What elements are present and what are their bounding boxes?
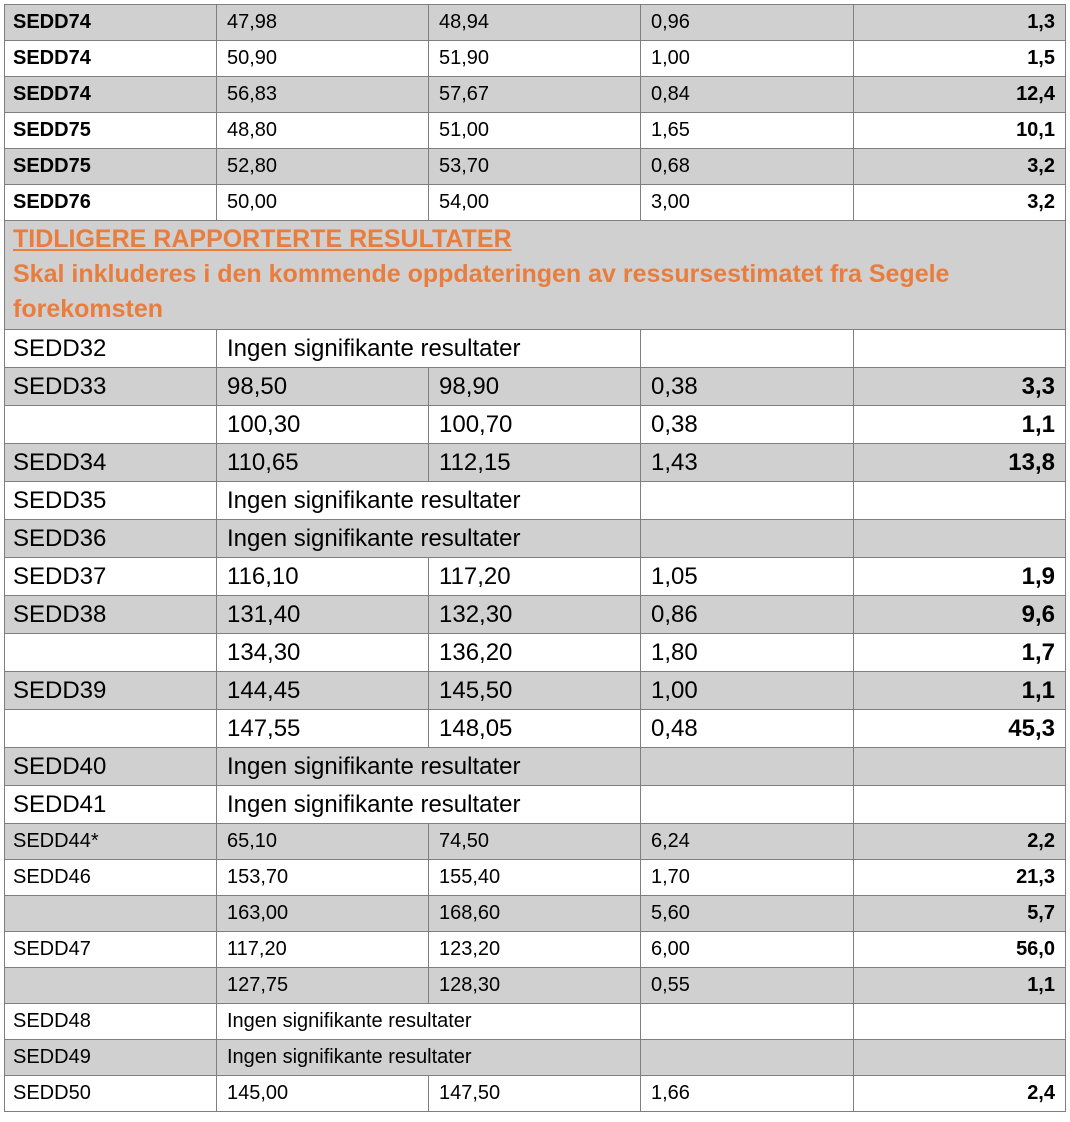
to-cell: 57,67	[429, 77, 641, 113]
hole-id-cell: SEDD50	[5, 1076, 217, 1112]
grade-cell	[854, 520, 1066, 558]
grade-cell: 1,9	[854, 558, 1066, 596]
to-cell: 54,00	[429, 185, 641, 221]
length-cell	[641, 748, 854, 786]
grade-cell: 1,7	[854, 634, 1066, 672]
grade-cell: 56,0	[854, 932, 1066, 968]
to-cell: 98,90	[429, 368, 641, 406]
length-cell: 5,60	[641, 896, 854, 932]
table-row	[5, 896, 1066, 932]
hole-id-cell: SEDD38	[5, 596, 217, 634]
grade-cell: 2,2	[854, 824, 1066, 860]
from-cell: 147,55	[217, 710, 429, 748]
from-cell: 98,50	[217, 368, 429, 406]
to-cell: 117,20	[429, 558, 641, 596]
table-row	[5, 406, 1066, 444]
table-row	[5, 77, 1066, 113]
note-cell: Ingen signifikante resultater	[217, 1040, 641, 1076]
from-cell: 117,20	[217, 932, 429, 968]
table-row	[5, 330, 1066, 368]
from-cell: 47,98	[217, 5, 429, 41]
from-cell: 65,10	[217, 824, 429, 860]
table-row	[5, 1076, 1066, 1112]
grade-cell	[854, 1040, 1066, 1076]
grade-cell: 1,1	[854, 968, 1066, 1004]
grade-cell: 45,3	[854, 710, 1066, 748]
hole-id-cell: SEDD75	[5, 113, 217, 149]
length-cell: 1,80	[641, 634, 854, 672]
note-cell: Ingen signifikante resultater	[217, 520, 641, 558]
hole-id-cell: SEDD48	[5, 1004, 217, 1040]
table-row	[5, 368, 1066, 406]
grade-cell: 12,4	[854, 77, 1066, 113]
length-cell: 1,00	[641, 672, 854, 710]
hole-id-cell	[5, 896, 217, 932]
length-cell: 0,38	[641, 406, 854, 444]
length-cell: 0,48	[641, 710, 854, 748]
from-cell: 131,40	[217, 596, 429, 634]
length-cell: 0,84	[641, 77, 854, 113]
length-cell: 0,38	[641, 368, 854, 406]
to-cell: 148,05	[429, 710, 641, 748]
grade-cell: 5,7	[854, 896, 1066, 932]
from-cell: 144,45	[217, 672, 429, 710]
to-cell: 132,30	[429, 596, 641, 634]
grade-cell: 2,4	[854, 1076, 1066, 1112]
table-row	[5, 596, 1066, 634]
length-cell	[641, 786, 854, 824]
table-row	[5, 824, 1066, 860]
hole-id-cell: SEDD32	[5, 330, 217, 368]
hole-id-cell: SEDD49	[5, 1040, 217, 1076]
from-cell: 163,00	[217, 896, 429, 932]
to-cell: 145,50	[429, 672, 641, 710]
length-cell: 0,96	[641, 5, 854, 41]
section-header-row	[5, 221, 1066, 330]
length-cell	[641, 330, 854, 368]
grade-cell: 1,5	[854, 41, 1066, 77]
to-cell: 53,70	[429, 149, 641, 185]
note-cell: Ingen signifikante resultater	[217, 482, 641, 520]
table-row	[5, 444, 1066, 482]
table-row	[5, 710, 1066, 748]
grade-cell	[854, 1004, 1066, 1040]
hole-id-cell: SEDD46	[5, 860, 217, 896]
table-row	[5, 558, 1066, 596]
hole-id-cell: SEDD33	[5, 368, 217, 406]
table-row	[5, 185, 1066, 221]
hole-id-cell: SEDD39	[5, 672, 217, 710]
grade-cell: 21,3	[854, 860, 1066, 896]
to-cell: 168,60	[429, 896, 641, 932]
to-cell: 112,15	[429, 444, 641, 482]
to-cell: 147,50	[429, 1076, 641, 1112]
section-header	[5, 221, 1066, 330]
to-cell: 51,90	[429, 41, 641, 77]
hole-id-cell: SEDD40	[5, 748, 217, 786]
length-cell	[641, 1040, 854, 1076]
length-cell: 1,66	[641, 1076, 854, 1112]
length-cell: 1,70	[641, 860, 854, 896]
length-cell: 3,00	[641, 185, 854, 221]
grade-cell: 3,2	[854, 185, 1066, 221]
table-row	[5, 634, 1066, 672]
grade-cell: 3,3	[854, 368, 1066, 406]
hole-id-cell: SEDD76	[5, 185, 217, 221]
from-cell: 153,70	[217, 860, 429, 896]
to-cell: 128,30	[429, 968, 641, 1004]
length-cell	[641, 520, 854, 558]
to-cell: 136,20	[429, 634, 641, 672]
from-cell: 50,00	[217, 185, 429, 221]
from-cell: 100,30	[217, 406, 429, 444]
length-cell: 1,65	[641, 113, 854, 149]
table-row	[5, 5, 1066, 41]
hole-id-cell	[5, 710, 217, 748]
table-row	[5, 482, 1066, 520]
grade-cell	[854, 748, 1066, 786]
length-cell	[641, 1004, 854, 1040]
hole-id-cell: SEDD75	[5, 149, 217, 185]
from-cell: 127,75	[217, 968, 429, 1004]
to-cell: 51,00	[429, 113, 641, 149]
grade-cell: 1,1	[854, 406, 1066, 444]
from-cell: 52,80	[217, 149, 429, 185]
table-row	[5, 1004, 1066, 1040]
length-cell: 6,24	[641, 824, 854, 860]
note-cell: Ingen signifikante resultater	[217, 748, 641, 786]
hole-id-cell	[5, 406, 217, 444]
section-title: TIDLIGERE RAPPORTERTE RESULTATER	[13, 225, 512, 253]
hole-id-cell	[5, 634, 217, 672]
to-cell: 48,94	[429, 5, 641, 41]
length-cell: 0,68	[641, 149, 854, 185]
note-cell: Ingen signifikante resultater	[217, 1004, 641, 1040]
grade-cell	[854, 482, 1066, 520]
grade-cell: 9,6	[854, 596, 1066, 634]
table-row	[5, 41, 1066, 77]
table-row	[5, 149, 1066, 185]
length-cell: 0,55	[641, 968, 854, 1004]
length-cell	[641, 482, 854, 520]
grade-cell: 3,2	[854, 149, 1066, 185]
hole-id-cell: SEDD74	[5, 41, 217, 77]
length-cell: 6,00	[641, 932, 854, 968]
grade-cell: 13,8	[854, 444, 1066, 482]
hole-id-cell	[5, 968, 217, 1004]
table-row	[5, 860, 1066, 896]
note-cell: Ingen signifikante resultater	[217, 786, 641, 824]
from-cell: 145,00	[217, 1076, 429, 1112]
note-cell: Ingen signifikante resultater	[217, 330, 641, 368]
length-cell: 1,43	[641, 444, 854, 482]
table-row	[5, 932, 1066, 968]
table-row	[5, 672, 1066, 710]
from-cell: 48,80	[217, 113, 429, 149]
hole-id-cell: SEDD44*	[5, 824, 217, 860]
hole-id-cell: SEDD36	[5, 520, 217, 558]
to-cell: 100,70	[429, 406, 641, 444]
grade-cell: 10,1	[854, 113, 1066, 149]
grade-cell	[854, 330, 1066, 368]
length-cell: 1,00	[641, 41, 854, 77]
drill-results-table	[4, 4, 1066, 1112]
length-cell: 0,86	[641, 596, 854, 634]
table-row	[5, 968, 1066, 1004]
table-row	[5, 113, 1066, 149]
table-row	[5, 520, 1066, 558]
grade-cell: 1,3	[854, 5, 1066, 41]
from-cell: 116,10	[217, 558, 429, 596]
from-cell: 56,83	[217, 77, 429, 113]
section-subtitle: Skal inkluderes i den kommende oppdateringen av ressursestimatet fra Segele forekomsten	[13, 260, 950, 323]
hole-id-cell: SEDD74	[5, 77, 217, 113]
from-cell: 110,65	[217, 444, 429, 482]
to-cell: 123,20	[429, 932, 641, 968]
table-row	[5, 1040, 1066, 1076]
length-cell: 1,05	[641, 558, 854, 596]
hole-id-cell: SEDD37	[5, 558, 217, 596]
grade-cell: 1,1	[854, 672, 1066, 710]
hole-id-cell: SEDD74	[5, 5, 217, 41]
hole-id-cell: SEDD47	[5, 932, 217, 968]
from-cell: 134,30	[217, 634, 429, 672]
table-row	[5, 786, 1066, 824]
hole-id-cell: SEDD35	[5, 482, 217, 520]
from-cell: 50,90	[217, 41, 429, 77]
table-row	[5, 748, 1066, 786]
hole-id-cell: SEDD34	[5, 444, 217, 482]
to-cell: 155,40	[429, 860, 641, 896]
hole-id-cell: SEDD41	[5, 786, 217, 824]
to-cell: 74,50	[429, 824, 641, 860]
grade-cell	[854, 786, 1066, 824]
